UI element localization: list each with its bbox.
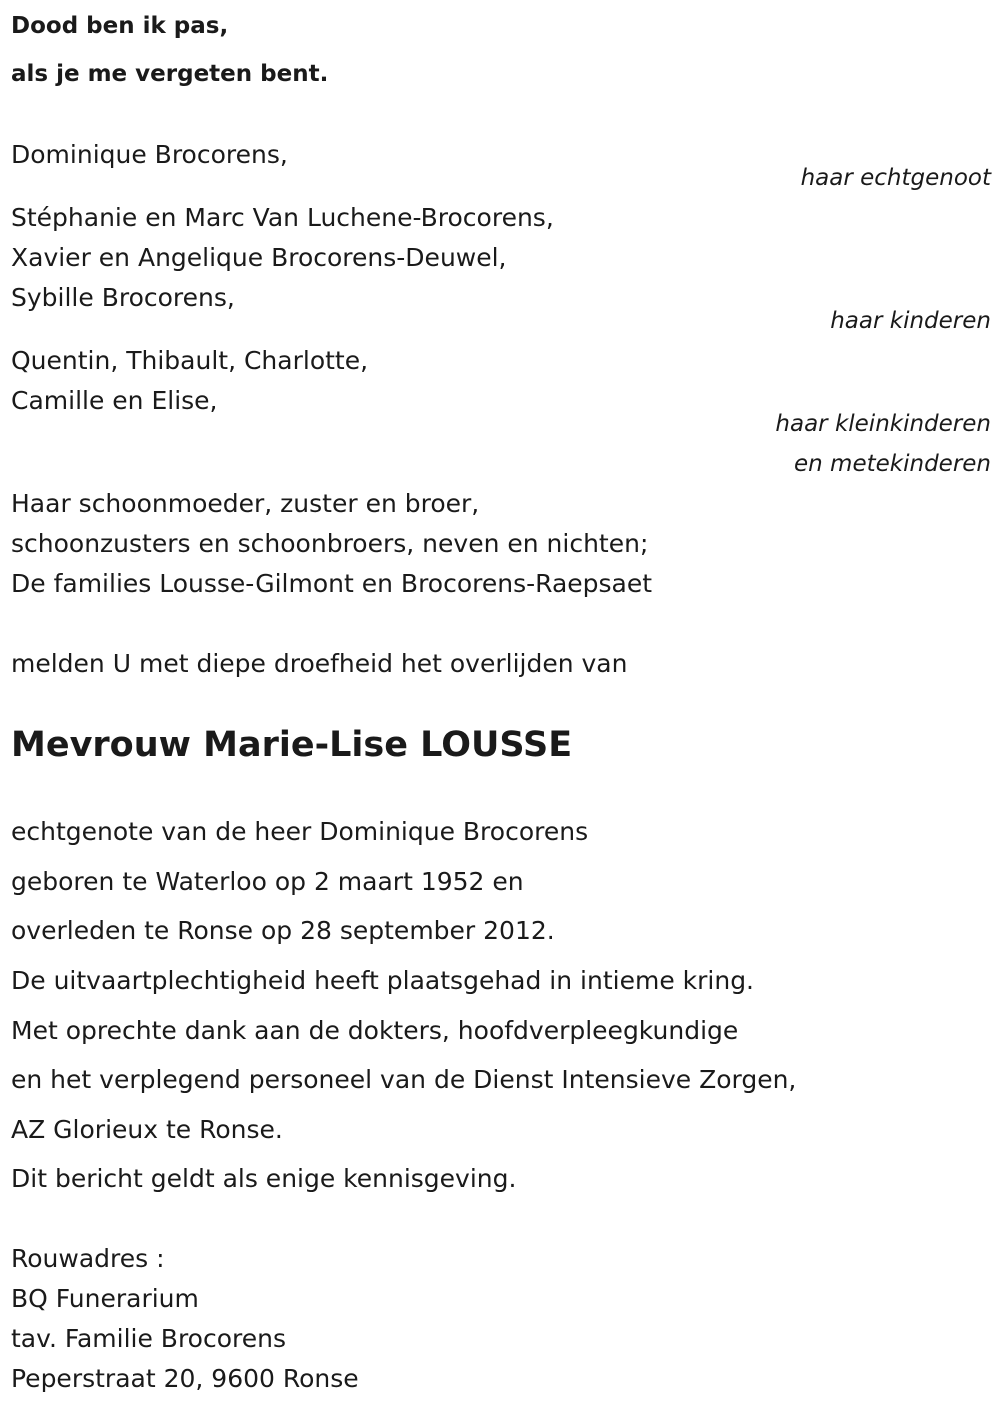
detail-line: en het verplegend personeel van de Dienst Intensieve Zorgen, [11,1065,797,1094]
detail-line: geboren te Waterloo op 2 maart 1952 en [11,867,524,896]
detail-line: echtgenote van de heer Dominique Brocorens [11,817,589,846]
child-line: Stéphanie en Marc Van Luchene-Brocorens, [11,203,554,232]
child-line: Sybille Brocorens, [11,283,235,312]
grandchildren-relation-2: en metekinderen [794,451,991,477]
detail-line: Met oprechte dank aan de dokters, hoofdverpleegkundige [11,1016,739,1045]
address-line: tav. Familie Brocorens [11,1324,286,1353]
address-line: BQ Funerarium [11,1284,199,1313]
detail-line: AZ Glorieux te Ronse. [11,1115,283,1144]
other-family-line: schoonzusters en schoonbroers, neven en nichten; [11,529,649,558]
motto-line-2: als je me vergeten bent. [11,61,329,87]
children-relation: haar kinderen [830,308,991,334]
grandchildren-relation: haar kleinkinderen [775,411,991,437]
detail-line: De uitvaartplechtigheid heeft plaatsgehad in intieme kring. [11,966,755,995]
motto-line-1: Dood ben ik pas, [11,13,229,39]
grandchild-line: Camille en Elise, [11,386,218,415]
spouse-relation: haar echtgenoot [800,165,991,191]
address-label: Rouwadres : [11,1244,165,1273]
announcement-text: melden U met diepe droefheid het overlijden van [11,649,628,678]
grandchild-line: Quentin, Thibault, Charlotte, [11,346,369,375]
spouse-name: Dominique Brocorens, [11,140,288,169]
other-family-line: Haar schoonmoeder, zuster en broer, [11,489,480,518]
other-family-line: De families Lousse-Gilmont en Brocorens-Raepsaet [11,569,653,598]
address-line: Peperstraat 20, 9600 Ronse [11,1364,359,1393]
deceased-name: Mevrouw Marie-Lise LOUSSE [11,725,573,765]
detail-line: Dit bericht geldt als enige kennisgeving. [11,1164,517,1193]
detail-line: overleden te Ronse op 28 september 2012. [11,916,555,945]
child-line: Xavier en Angelique Brocorens-Deuwel, [11,243,507,272]
